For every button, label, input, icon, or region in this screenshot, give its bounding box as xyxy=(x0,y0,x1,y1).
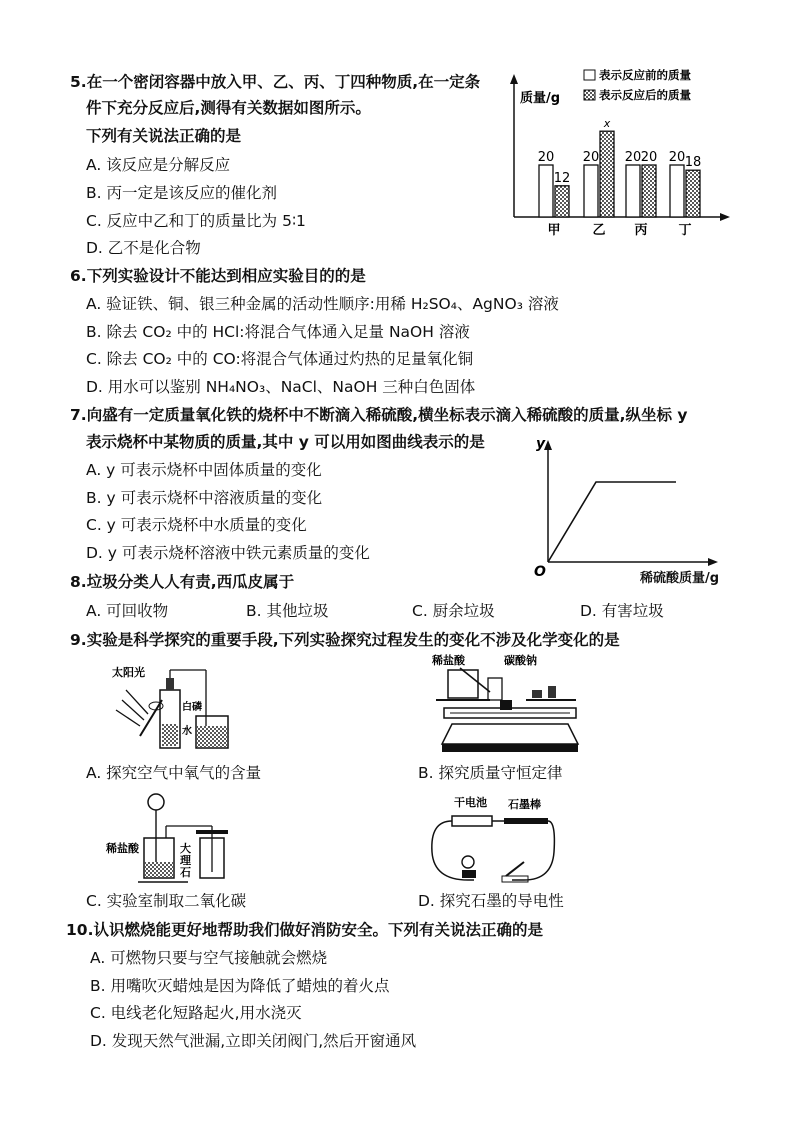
bar-value-label: 20 xyxy=(624,150,642,165)
figure-b-balance xyxy=(430,652,590,760)
funnel xyxy=(148,794,164,810)
water-in-flask xyxy=(162,724,178,746)
y-axis-arrow xyxy=(544,440,552,450)
balance-base xyxy=(442,724,578,744)
q7-option-c: C. y 可表示烧杯中水质量的变化 xyxy=(86,516,307,534)
q7-option-b: B. y 可表示烧杯中溶液质量的变化 xyxy=(86,489,323,507)
beaker xyxy=(448,670,478,698)
label-marble-1: 大 xyxy=(180,842,191,855)
bar-value-label: 20 xyxy=(537,150,555,165)
q7-line-graph xyxy=(528,430,728,585)
q8-option-d: D. 有害垃圾 xyxy=(580,602,664,620)
q6-stem: 6.下列实验设计不能达到相应实验目的的是 xyxy=(70,267,366,285)
label-phosphorus: 白磷 xyxy=(182,702,202,713)
q7-x-label: 稀硫酸质量/g xyxy=(640,571,720,586)
category-label: 甲 xyxy=(547,223,561,238)
q6-option-b: B. 除去 CO₂ 中的 HCl:将混合气体通入足量 NaOH 溶液 xyxy=(86,323,470,341)
bar-before-3 xyxy=(626,165,640,217)
q6-option-a: A. 验证铁、铜、银三种金属的活动性顺序:用稀 H₂SO₄、AgNO₃ 溶液 xyxy=(86,295,559,313)
q10-option-c: C. 电线老化短路起火,用水浇灭 xyxy=(90,1004,302,1022)
label-acid: 稀盐酸 xyxy=(432,654,465,667)
bar-after-3 xyxy=(642,165,656,217)
q5-option-a: A. 该反应是分解反应 xyxy=(86,156,231,174)
origin-label: O xyxy=(534,564,546,580)
bar-before-1 xyxy=(539,165,553,217)
test-tube xyxy=(488,678,502,700)
q9-option-c: C. 实验室制取二氧化碳 xyxy=(86,892,247,910)
q7-option-d: D. y 可表示烧杯溶液中铁元素质量的变化 xyxy=(86,544,370,562)
q9-option-d: D. 探究石墨的导电性 xyxy=(418,892,564,910)
q8-stem: 8.垃圾分类人人有责,西瓜皮属于 xyxy=(70,573,295,591)
bar-value-label: 12 xyxy=(553,170,571,186)
category-label: 乙 xyxy=(592,223,606,238)
q5-option-d: D. 乙不是化合物 xyxy=(86,239,201,257)
chart-ylabel: 质量/g xyxy=(520,91,561,106)
q10-option-a: A. 可燃物只要与空气接触就会燃烧 xyxy=(90,949,328,967)
legend-before: 表示反应前的质量 xyxy=(599,68,691,82)
figure-d-circuit xyxy=(428,794,558,888)
y-axis-arrow xyxy=(510,74,518,84)
q9-stem: 9.实验是科学探究的重要手段,下列实验探究过程发生的变化不涉及化学变化的是 xyxy=(70,631,620,649)
q5-stem-line1: 5.在一个密闭容器中放入甲、乙、丙、丁四种物质,在一定条 xyxy=(70,73,481,91)
x-axis-arrow xyxy=(720,213,730,221)
label-battery: 干电池 xyxy=(454,796,487,809)
graphite-rod xyxy=(504,818,548,824)
q7-stem-line1: 7.向盛有一定质量氧化铁的烧杯中不断滴入稀硫酸,横坐标表示滴入稀硫酸的质量,纵坐标 y xyxy=(70,406,688,424)
category-label: 丙 xyxy=(634,223,648,238)
bar-before-2 xyxy=(584,165,598,217)
q7-option-a: A. y 可表示烧杯中固体质量的变化 xyxy=(86,461,322,479)
q8-option-a: A. 可回收物 xyxy=(86,602,169,620)
bar-after-1 xyxy=(555,186,569,217)
category-label: 丁 xyxy=(678,223,692,238)
q5-option-b: B. 丙一定是该反应的催化剂 xyxy=(86,184,277,202)
label-carbonate: 碳酸钠 xyxy=(504,654,537,667)
q5-option-c: C. 反应中乙和丁的质量比为 5∶1 xyxy=(86,212,306,230)
q10-option-b: B. 用嘴吹灭蜡烛是因为降低了蜡烛的着火点 xyxy=(90,977,390,995)
q6-option-c: C. 除去 CO₂ 中的 CO:将混合气体通过灼热的足量氧化铜 xyxy=(86,350,474,368)
q10-stem: 10.认识燃烧能更好地帮助我们做好消防安全。下列有关说法正确的是 xyxy=(66,921,543,939)
bar-after-2 xyxy=(600,131,614,217)
figure-a-oxygen-apparatus xyxy=(110,660,240,760)
legend-before-swatch xyxy=(584,70,595,80)
q5-bar-chart xyxy=(500,62,740,242)
label-marble-3: 石 xyxy=(180,866,191,879)
x-axis-arrow xyxy=(708,558,718,566)
battery xyxy=(452,816,492,826)
label-marble-2: 理 xyxy=(180,854,191,867)
q7-stem-line2: 表示烧杯中某物质的质量,其中 y 可以用如图曲线表示的是 xyxy=(86,433,485,451)
legend-after: 表示反应后的质量 xyxy=(599,88,691,102)
q9-option-a: A. 探究空气中氧气的含量 xyxy=(86,764,262,782)
curve xyxy=(548,482,676,562)
q10-option-d: D. 发现天然气泄漏,立即关闭阀门,然后开窗通风 xyxy=(90,1032,417,1050)
y-label: y xyxy=(536,436,546,452)
bar-value-label: x xyxy=(603,117,611,131)
stopper xyxy=(166,678,174,690)
figure-c-co2-apparatus xyxy=(104,790,234,890)
label-acid: 稀盐酸 xyxy=(106,842,139,855)
bar-value-label: 20 xyxy=(668,150,686,165)
switch xyxy=(506,862,524,876)
bar-value-label: 20 xyxy=(640,150,658,165)
bar-after-4 xyxy=(686,170,700,217)
q5-stem-line2: 件下充分反应后,测得有关数据如图所示。 xyxy=(86,99,371,117)
bulb xyxy=(462,856,474,868)
q9-option-b: B. 探究质量守恒定律 xyxy=(418,764,563,782)
label-graphite: 石墨棒 xyxy=(508,798,541,811)
bar-before-4 xyxy=(670,165,684,217)
bar-value-label: 18 xyxy=(684,155,702,171)
label-water: 水 xyxy=(182,726,192,737)
q8-option-b: B. 其他垃圾 xyxy=(246,602,329,620)
legend-after-swatch xyxy=(584,90,595,100)
q6-option-d: D. 用水可以鉴别 NH₄NO₃、NaCl、NaOH 三种白色固体 xyxy=(86,378,476,396)
label-sunlight: 太阳光 xyxy=(112,666,145,679)
bar-value-label: 20 xyxy=(582,150,600,165)
q5-prompt: 下列有关说法正确的是 xyxy=(86,127,242,145)
q8-option-c: C. 厨余垃圾 xyxy=(412,602,495,620)
